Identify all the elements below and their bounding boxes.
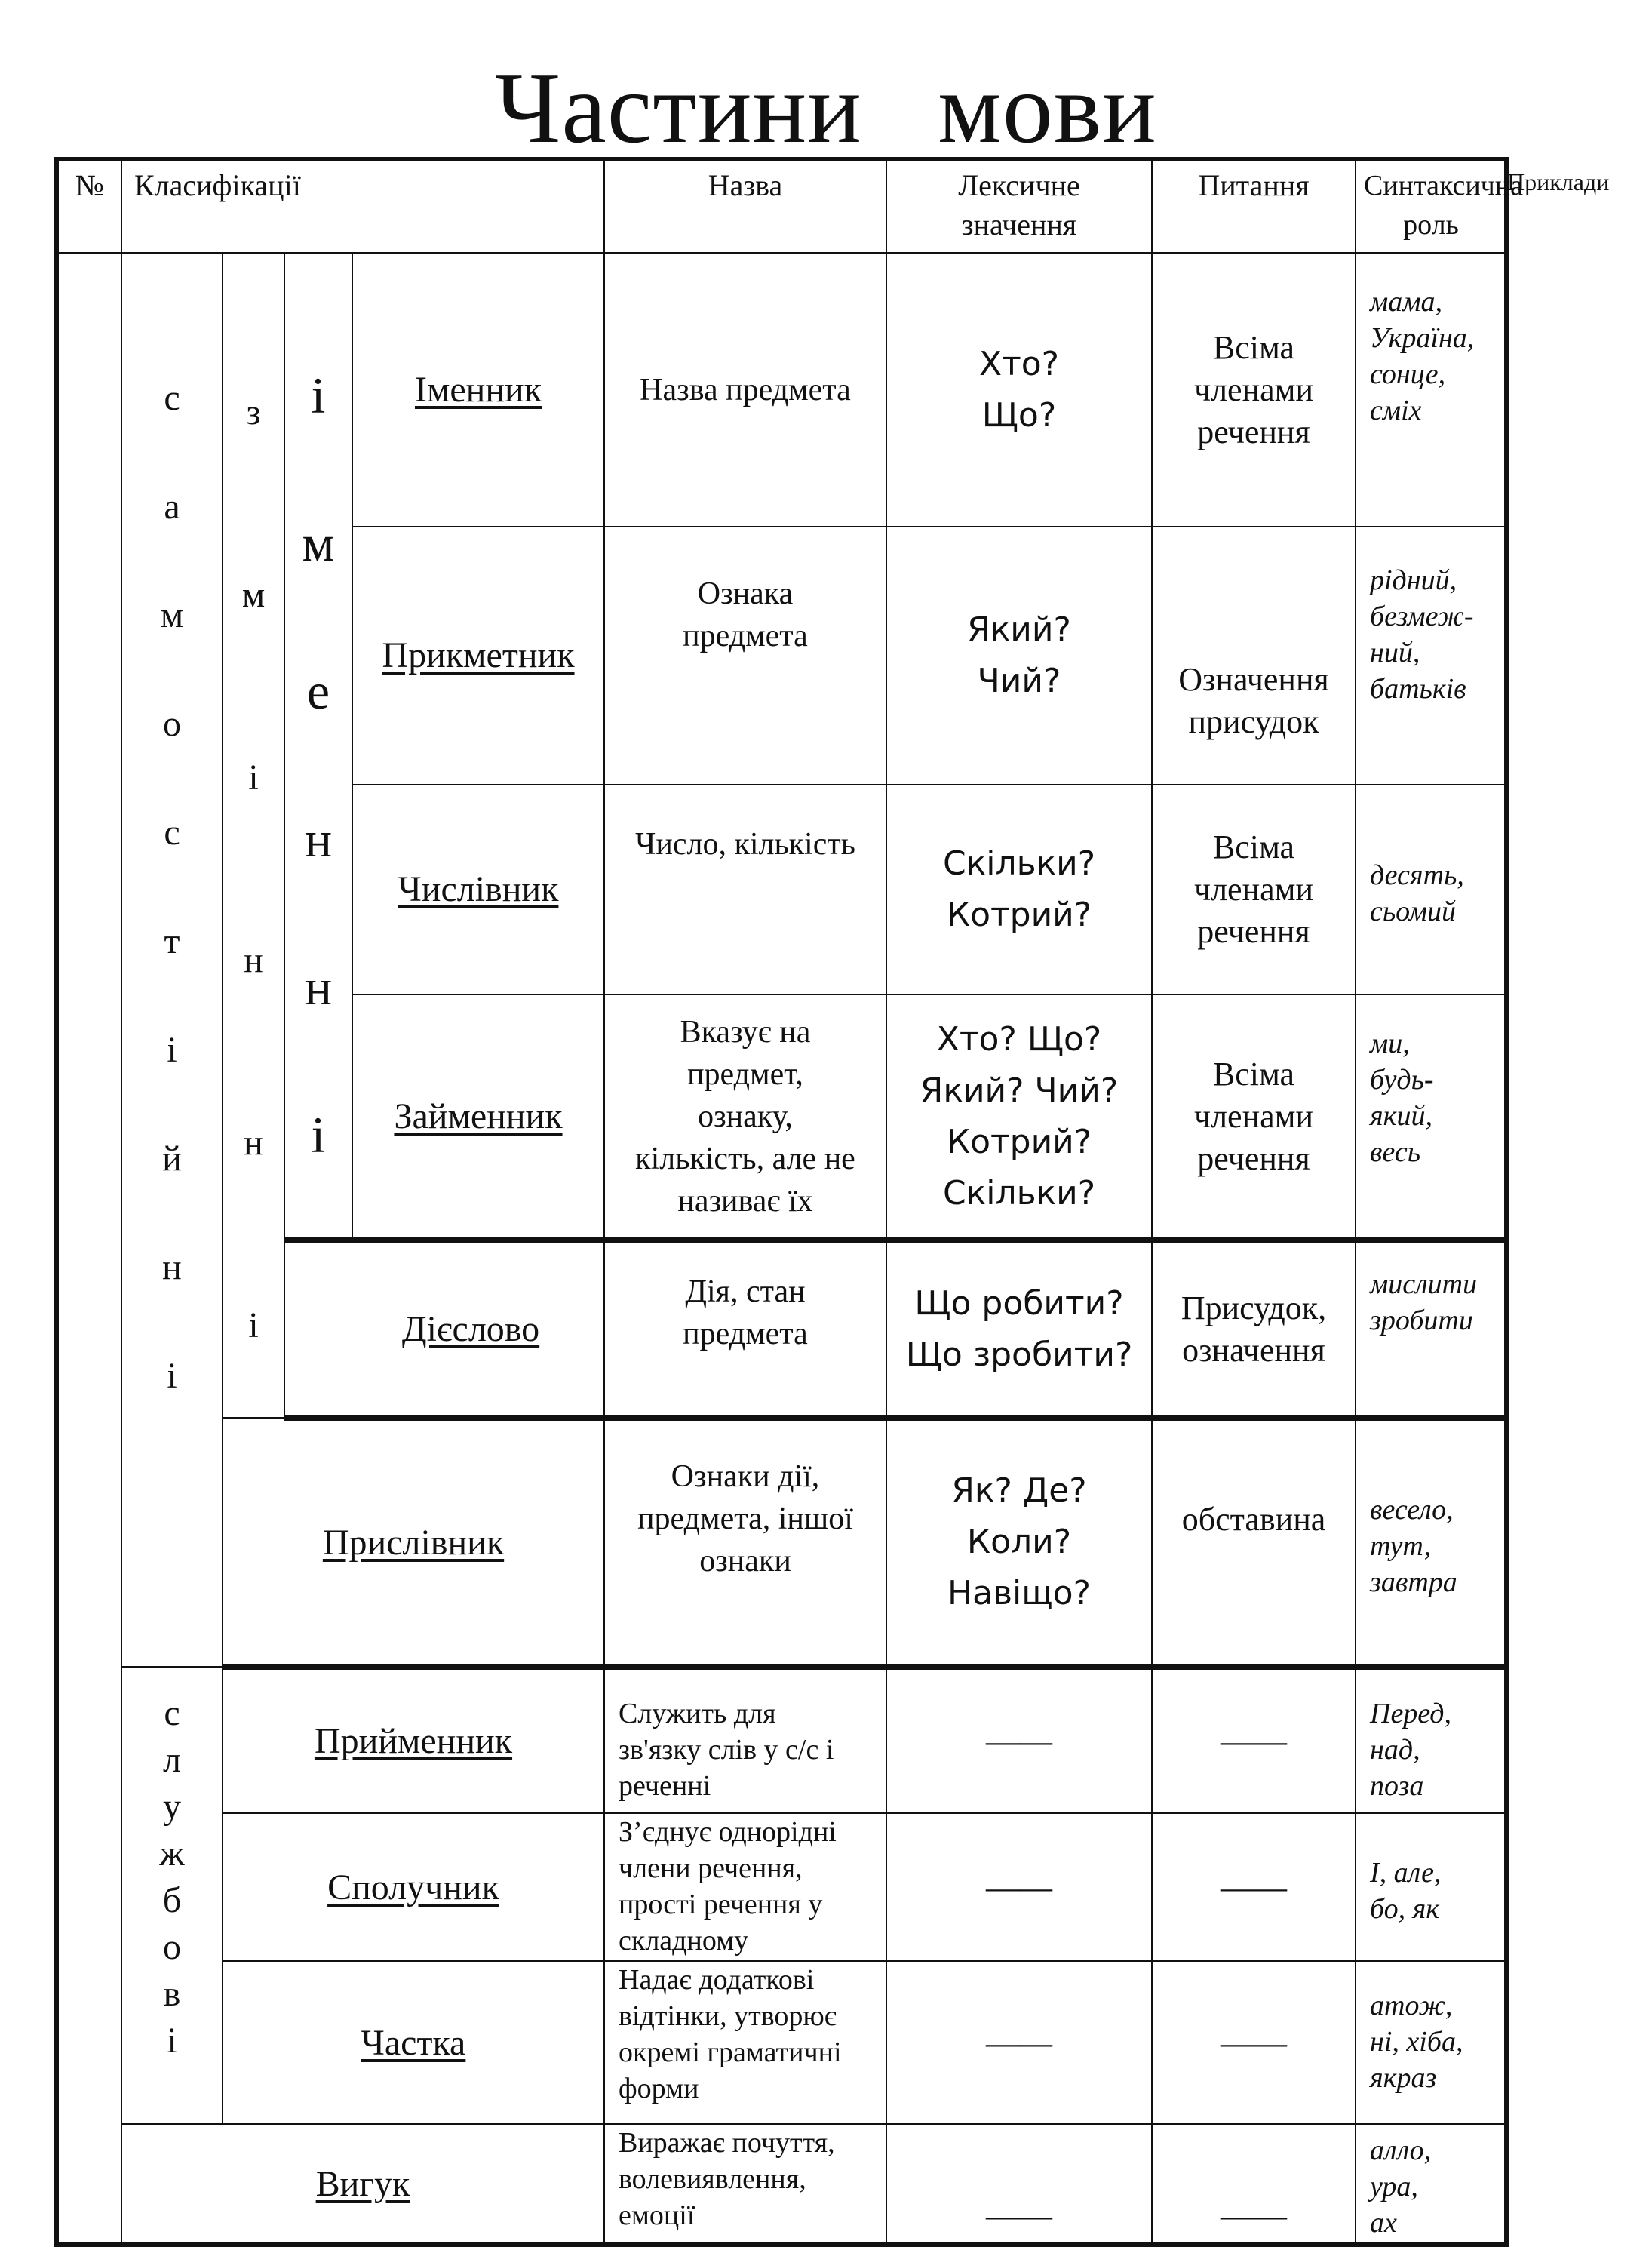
examples-adjective: рідний, безмеж- ний, батьків xyxy=(1356,527,1506,784)
role-numeral: Всіма членами речення xyxy=(1152,785,1356,994)
questions-verb: Що робити? Що зробити? xyxy=(886,1240,1152,1418)
questions-numeral: Скільки? Котрий? xyxy=(886,785,1152,994)
header-questions: Питання xyxy=(1152,159,1356,253)
lexical-interjection: Виражає почуття, волевиявлення, емоції xyxy=(604,2124,886,2245)
title-word-1: Частини xyxy=(495,52,862,164)
class-nominal: і м е н н і xyxy=(284,253,352,1240)
title-word-2: мови xyxy=(937,52,1157,164)
examples-pronoun: ми, будь- який, весь xyxy=(1356,994,1506,1240)
examples-adverb: весело, тут, завтра xyxy=(1356,1418,1506,1667)
table-row xyxy=(57,1418,1506,1667)
header-row: № Класифікації Назва Лексичне значення Питання Синтаксична роль Приклади xyxy=(57,159,1506,253)
name-pronoun: Займенник xyxy=(352,994,604,1240)
questions-preposition: —— xyxy=(886,1667,1152,1813)
name-adjective: Прикметник xyxy=(352,527,604,784)
role-adverb: обставина xyxy=(1152,1418,1356,1667)
role-interjection: —— xyxy=(1152,2124,1356,2245)
class-independent: с а м о с т і й н і xyxy=(121,253,223,1667)
name-noun: Іменник xyxy=(352,253,604,527)
examples-particle: атож, ні, хіба, якраз xyxy=(1356,1961,1506,2124)
header-name: Назва xyxy=(604,159,886,253)
header-syntactic: Синтаксична роль xyxy=(1356,159,1506,253)
lexical-adjective: Ознака предмета xyxy=(604,527,886,784)
questions-conjunction: —— xyxy=(886,1813,1152,1961)
header-lexical: Лексичне значення xyxy=(886,159,1152,253)
table-row xyxy=(57,1961,1506,2124)
lexical-adverb: Ознаки дії, предмета, іншої ознаки xyxy=(604,1418,886,1667)
name-interjection: Вигук xyxy=(121,2124,604,2245)
questions-pronoun: Хто? Що? Який? Чий? Котрий? Скільки? xyxy=(886,994,1152,1240)
role-verb: Присудок, означення xyxy=(1152,1240,1356,1418)
questions-adjective: Який? Чий? xyxy=(886,527,1152,784)
examples-verb: мислити зробити xyxy=(1356,1240,1506,1418)
name-particle: Частка xyxy=(223,1961,604,2124)
questions-adverb: Як? Де? Коли? Навіщо? xyxy=(886,1418,1152,1667)
table-row xyxy=(57,1813,1506,1961)
lexical-particle: Надає додаткові відтінки, утворює окремі граматичні форми xyxy=(604,1961,886,2124)
name-verb: Дієслово xyxy=(284,1240,604,1418)
table-row xyxy=(57,1667,1506,1813)
lexical-noun: Назва предмета xyxy=(604,253,886,527)
examples-preposition: Перед, над, поза xyxy=(1356,1667,1506,1813)
lexical-verb: Дія, стан предмета xyxy=(604,1240,886,1418)
name-numeral: Числівник xyxy=(352,785,604,994)
lexical-preposition: Служить для зв'язку слів у с/с і реченні xyxy=(604,1667,886,1813)
class-auxiliary: с л у ж б о в і xyxy=(121,1667,223,2124)
name-conjunction: Сполучник xyxy=(223,1813,604,1961)
header-number: № xyxy=(57,159,121,253)
table-row xyxy=(57,2124,1506,2245)
name-preposition: Прийменник xyxy=(223,1667,604,1813)
examples-interjection: алло, ура, ах xyxy=(1356,2124,1506,2245)
header-classification: Класифікації xyxy=(121,159,604,253)
role-noun: Всіма членами речення xyxy=(1152,253,1356,527)
lexical-pronoun: Вказує на предмет, ознаку, кількість, але не називає їх xyxy=(604,994,886,1240)
role-pronoun: Всіма членами речення xyxy=(1152,994,1356,1240)
questions-particle: —— xyxy=(886,1961,1152,2124)
role-particle: —— xyxy=(1152,1961,1356,2124)
role-preposition: —— xyxy=(1152,1667,1356,1813)
examples-numeral: десять, сьомий xyxy=(1356,785,1506,994)
class-changeable: з м і н н і xyxy=(223,253,284,1418)
role-adjective: Означення присудок xyxy=(1152,527,1356,784)
role-conjunction: —— xyxy=(1152,1813,1356,1961)
lexical-numeral: Число, кількість xyxy=(604,785,886,994)
questions-interjection: —— xyxy=(886,2124,1152,2245)
table-row xyxy=(57,253,1506,527)
parts-of-speech-table xyxy=(54,157,1610,2247)
page-title xyxy=(0,51,1652,164)
number-column-cell xyxy=(57,253,121,2245)
questions-noun: Хто? Що? xyxy=(886,253,1152,527)
lexical-conjunction: З’єднує однорідні члени речення, прості речення у складному xyxy=(604,1813,886,1961)
examples-noun: мама, Україна, сонце, сміх xyxy=(1356,253,1506,527)
name-adverb: Прислівник xyxy=(223,1418,604,1667)
examples-conjunction: І, але, бо, як xyxy=(1356,1813,1506,1961)
